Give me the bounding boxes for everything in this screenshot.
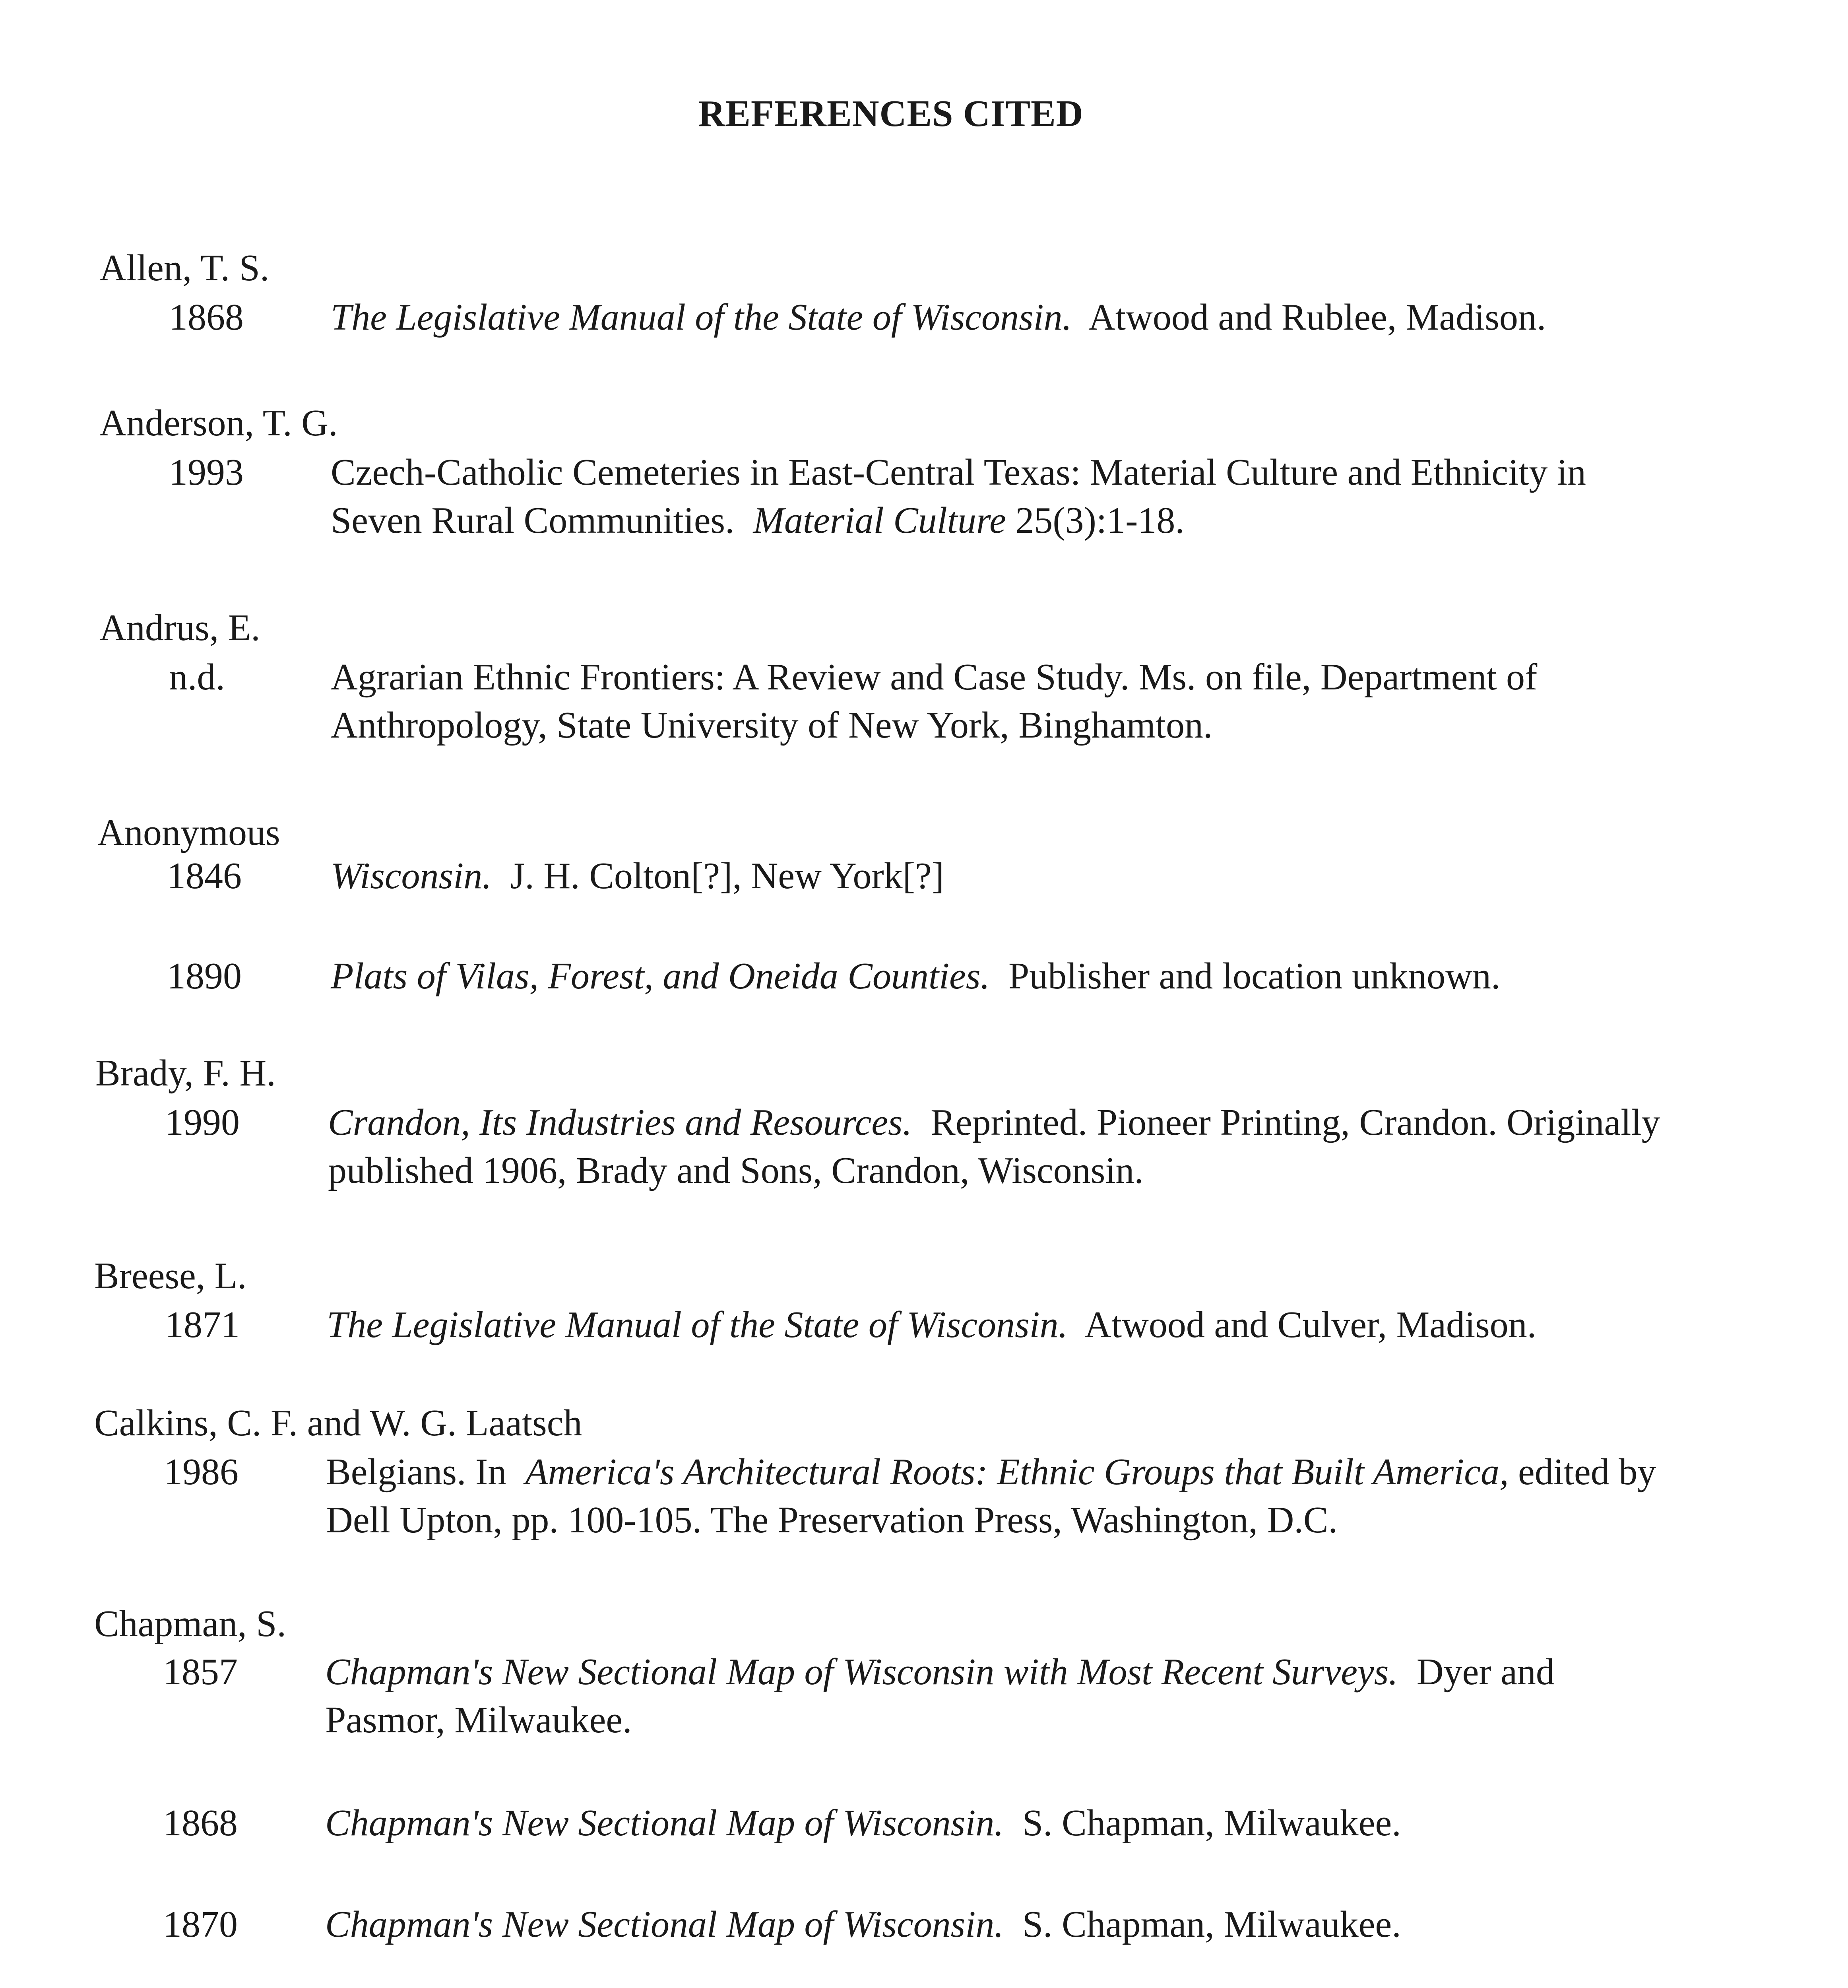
ref-year: 1870 (163, 1904, 238, 1945)
ref-title: Material Culture (753, 500, 1006, 541)
ref-publisher: J. H. Colton[?], New York[?] (510, 855, 944, 897)
ref-title: Plats of Vilas, Forest, and Oneida Counties. (331, 955, 990, 997)
ref-year: 1990 (165, 1102, 240, 1143)
ref-text (331, 653, 1682, 749)
ref-publisher: S. Chapman, Milwaukee. (1022, 1904, 1401, 1945)
ref-description: Agrarian Ethnic Frontiers: A Review and Case Study. Ms. on file, Department of Anthropology, State University of New York, Binghamton. (331, 656, 1538, 746)
ref-author: Breese, L. (94, 1255, 247, 1297)
ref-year: n.d. (169, 656, 225, 698)
ref-author: Brady, F. H. (95, 1052, 276, 1094)
ref-title: The Legislative Manual of the State of Wisconsin. (331, 297, 1072, 338)
ref-text (331, 448, 1682, 545)
ref-year: 1986 (164, 1451, 239, 1493)
ref-publisher: Publisher and location unknown. (1008, 955, 1501, 997)
ref-text (325, 1648, 1677, 1744)
ref-publisher: 25(3):1-18. (1015, 500, 1185, 541)
ref-text (331, 952, 1682, 1000)
ref-publisher: Reprinted. Pioneer Printing, Crandon. Originally published 1906, Brady and Sons, Crandon, Wisconsin. (328, 1102, 1660, 1191)
ref-year: 1890 (167, 955, 242, 997)
ref-author: Allen, T. S. (99, 247, 270, 289)
ref-publisher: Atwood and Rublee, Madison. (1088, 297, 1546, 338)
ref-author: Anonymous (97, 812, 280, 853)
ref-year: 1846 (167, 855, 242, 897)
ref-text (325, 1901, 1677, 1949)
ref-publisher: S. Chapman, Milwaukee. (1022, 1802, 1401, 1844)
ref-text (327, 1301, 1678, 1349)
ref-year: 1868 (163, 1802, 238, 1844)
ref-text (325, 1799, 1677, 1847)
ref-year: 1871 (165, 1304, 240, 1345)
ref-title: Wisconsin. (331, 855, 492, 897)
ref-text (326, 1448, 1677, 1544)
ref-year: 1857 (163, 1651, 238, 1693)
ref-text (331, 852, 1682, 900)
ref-title: The Legislative Manual of the State of Wisconsin. (327, 1304, 1068, 1345)
ref-publisher: Atwood and Culver, Madison. (1084, 1304, 1537, 1345)
ref-title: Crandon, Its Industries and Resources. (328, 1102, 912, 1143)
ref-publisher: edited by Dell Upton, pp. 100-105. The Preservation Press, Washington, D.C. (326, 1451, 1656, 1541)
ref-title: Chapman's New Sectional Map of Wisconsin. (325, 1904, 1004, 1945)
ref-title: America's Architectural Roots: Ethnic Groups that Built America, (525, 1451, 1509, 1493)
ref-author: Chapman, S. (94, 1603, 287, 1644)
ref-author: Calkins, C. F. and W. G. Laatsch (94, 1402, 582, 1444)
ref-year: 1868 (169, 297, 244, 338)
ref-publisher: Dyer and Pasmor, Milwaukee. (325, 1651, 1555, 1741)
ref-title: Chapman's New Sectional Map of Wisconsin with Most Recent Surveys. (325, 1651, 1398, 1693)
ref-description: Czech-Catholic Cemeteries in East-Central Texas: Material Culture and Ethnicity in Seven Rural Communities. (331, 452, 1586, 541)
page-title: REFERENCES CITED (698, 93, 1084, 134)
ref-author: Anderson, T. G. (99, 402, 338, 444)
ref-text (328, 1099, 1679, 1195)
ref-description: Belgians. In (326, 1451, 507, 1493)
ref-title: Chapman's New Sectional Map of Wisconsin. (325, 1802, 1004, 1844)
ref-year: 1993 (169, 452, 244, 493)
ref-author: Andrus, E. (99, 607, 260, 648)
ref-text (331, 293, 1682, 342)
